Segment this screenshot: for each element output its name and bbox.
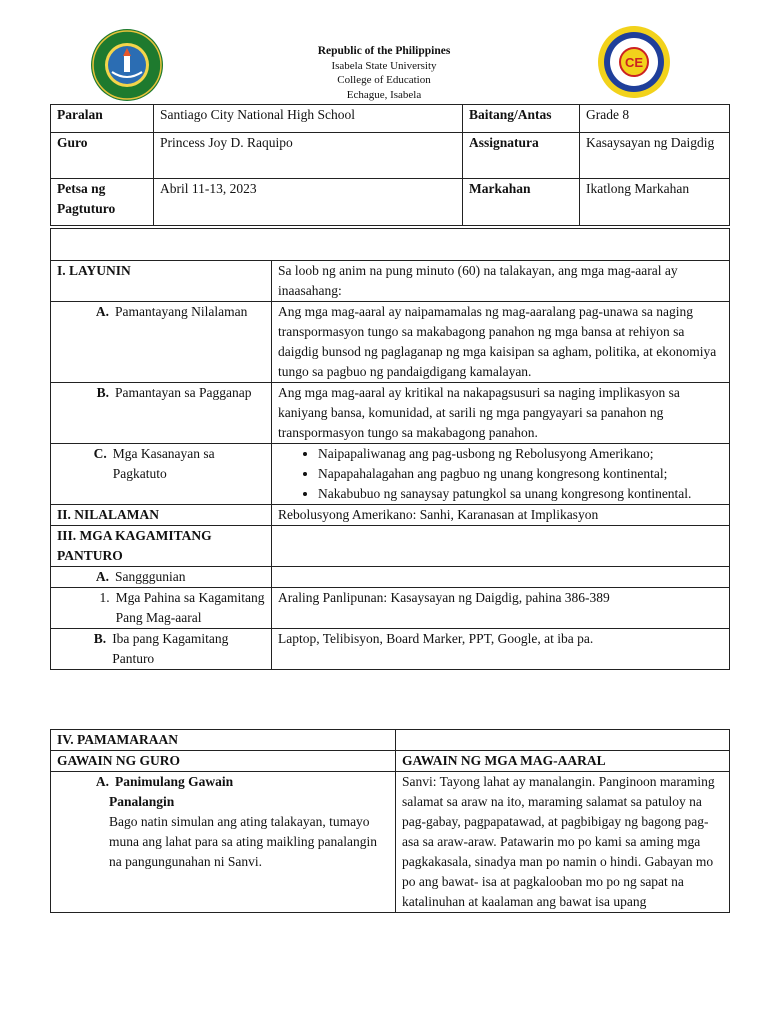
list-item: • Napapahalagahan ang pagbuo ng unang kongresong kontinental; bbox=[318, 464, 723, 484]
nilalaman-title: II. NILALAMAN bbox=[51, 505, 272, 526]
kagamitan-b-text: Laptop, Telibisyon, Board Marker, PPT, Google, at iba pa. bbox=[272, 629, 730, 670]
blank-row bbox=[51, 229, 730, 261]
kagamitan-b-key: B. bbox=[93, 631, 107, 646]
header-university: Isabela State University bbox=[331, 59, 437, 72]
paralan-value: Santiago City National High School bbox=[154, 105, 463, 133]
layunin-a-label: Pamantayang Nilalaman bbox=[115, 304, 248, 319]
guro-value: Princess Joy D. Raquipo bbox=[154, 133, 463, 179]
layunin-a-key: A. bbox=[95, 304, 109, 319]
col-guro-header: GAWAIN NG GURO bbox=[51, 751, 396, 772]
petsa-value: Abril 11-13, 2023 bbox=[154, 179, 463, 226]
lesson-plan-table bbox=[50, 228, 730, 670]
document-header bbox=[0, 44, 768, 102]
layunin-b-key: B. bbox=[96, 385, 109, 400]
pamamaraan-a-key: A. bbox=[95, 774, 109, 789]
layunin-a-text: Ang mga mag-aaral ay naipamamalas ng mag-aaralang pag-unawa sa naging transpormasyon tungo sa makabagong panahon ng mga bansa at rehiyon sa daigdig bunsod ng paglaganap ng mga kaisipan sa agham, politika, at ekonomiya tungo sa pagbuo ng pandaigdigang kamalayan. bbox=[272, 302, 730, 383]
pamamaraan-a-title: Panimulang Gawain bbox=[115, 774, 234, 789]
header-location: Echague, Isabela bbox=[346, 88, 422, 101]
layunin-title: I. LAYUNIN bbox=[51, 261, 272, 302]
kagamitan-a-key: A. bbox=[95, 569, 109, 584]
header-republic: Republic of the Philippines bbox=[317, 45, 451, 57]
pamamaraan-a-sub: Panalangin bbox=[109, 794, 175, 809]
kagamitan-a-label: Sangggunian bbox=[115, 569, 186, 584]
petsa-label: Petsa ng Pagtuturo bbox=[51, 179, 154, 226]
guro-label: Guro bbox=[51, 133, 154, 179]
kagamitan-one-text: Araling Panlipunan: Kasaysayan ng Daigdig, pahina 386-389 bbox=[272, 588, 730, 629]
baitang-label: Baitang/Antas bbox=[463, 105, 580, 133]
info-table bbox=[50, 104, 730, 226]
procedure-table bbox=[50, 729, 730, 913]
markahan-value: Ikatlong Markahan bbox=[580, 179, 730, 226]
markahan-label: Markahan bbox=[463, 179, 580, 226]
layunin-c-key: C. bbox=[93, 446, 107, 461]
col-mag-header: GAWAIN NG MGA MAG-AARAL bbox=[396, 751, 730, 772]
skills-list bbox=[278, 444, 723, 504]
assignatura-value: Kasaysayan ng Daigdig bbox=[580, 133, 730, 179]
list-item: • Naipapaliwanag ang pag-usbong ng Rebolusyong Amerikano; bbox=[318, 444, 723, 464]
pamamaraan-a-text: Bago natin simulan ang ating talakayan, tumayo muna ang lahat para sa ating maikling panalangin na pangungunahan ni Sanvi. bbox=[109, 814, 378, 869]
kagamitan-one-label: Mga Pahina sa Kagamitang Pang Mag-aaral bbox=[115, 590, 265, 625]
layunin-b-label: Pamantayan sa Pagganap bbox=[115, 385, 252, 400]
student-text: Sanvi: Tayong lahat ay manalangin. Panginoon maraming salamat sa araw na ito, maraming salamat sa patuloy na pag-gabay, pagpapatawad, at pagbibigay ng bagong pag-asa sa araw-araw. Patawarin mo po kami sa aming mga pagkakasala, sinadya man po namin o hindi. Gabayan mo po ang bawat- isa at pagkalooban mo po ng sapat na katalinuhan at kaalaman ang bawat isa upang bbox=[396, 772, 730, 913]
layunin-intro: Sa loob ng anim na pung minuto (60) na talakayan, ang mga mag-aaral ay inaasahang: bbox=[272, 261, 730, 302]
list-item: • Nakabubuo ng sanaysay patungkol sa unang kongresong kontinental. bbox=[318, 484, 723, 504]
layunin-b-text: Ang mga mag-aaral ay kritikal na nakapagsusuri sa naging implikasyon sa kaniyang bansa, komunidad, at sarili ng mga pangyayari sa panahon ng transpormasyon tungo sa makabagong panahon. bbox=[272, 383, 730, 444]
kagamitan-one-key: 1. bbox=[99, 590, 110, 605]
nilalaman-text: Rebolusyong Amerikano: Sanhi, Karanasan at Implikasyon bbox=[272, 505, 730, 526]
kagamitan-title: III. MGA KAGAMITANG PANTURO bbox=[51, 526, 272, 567]
assignatura-label: Assignatura bbox=[463, 133, 580, 179]
logo-letters: CE bbox=[624, 55, 644, 70]
layunin-c-label: Mga Kasanayan sa Pagkatuto bbox=[112, 446, 215, 481]
baitang-value: Grade 8 bbox=[580, 105, 730, 133]
kagamitan-b-label: Iba pang Kagamitang Panturo bbox=[112, 631, 229, 666]
pamamaraan-title: IV. PAMAMARAAN bbox=[51, 730, 396, 751]
header-college: College of Education bbox=[337, 74, 431, 86]
paralan-label: Paralan bbox=[51, 105, 154, 133]
